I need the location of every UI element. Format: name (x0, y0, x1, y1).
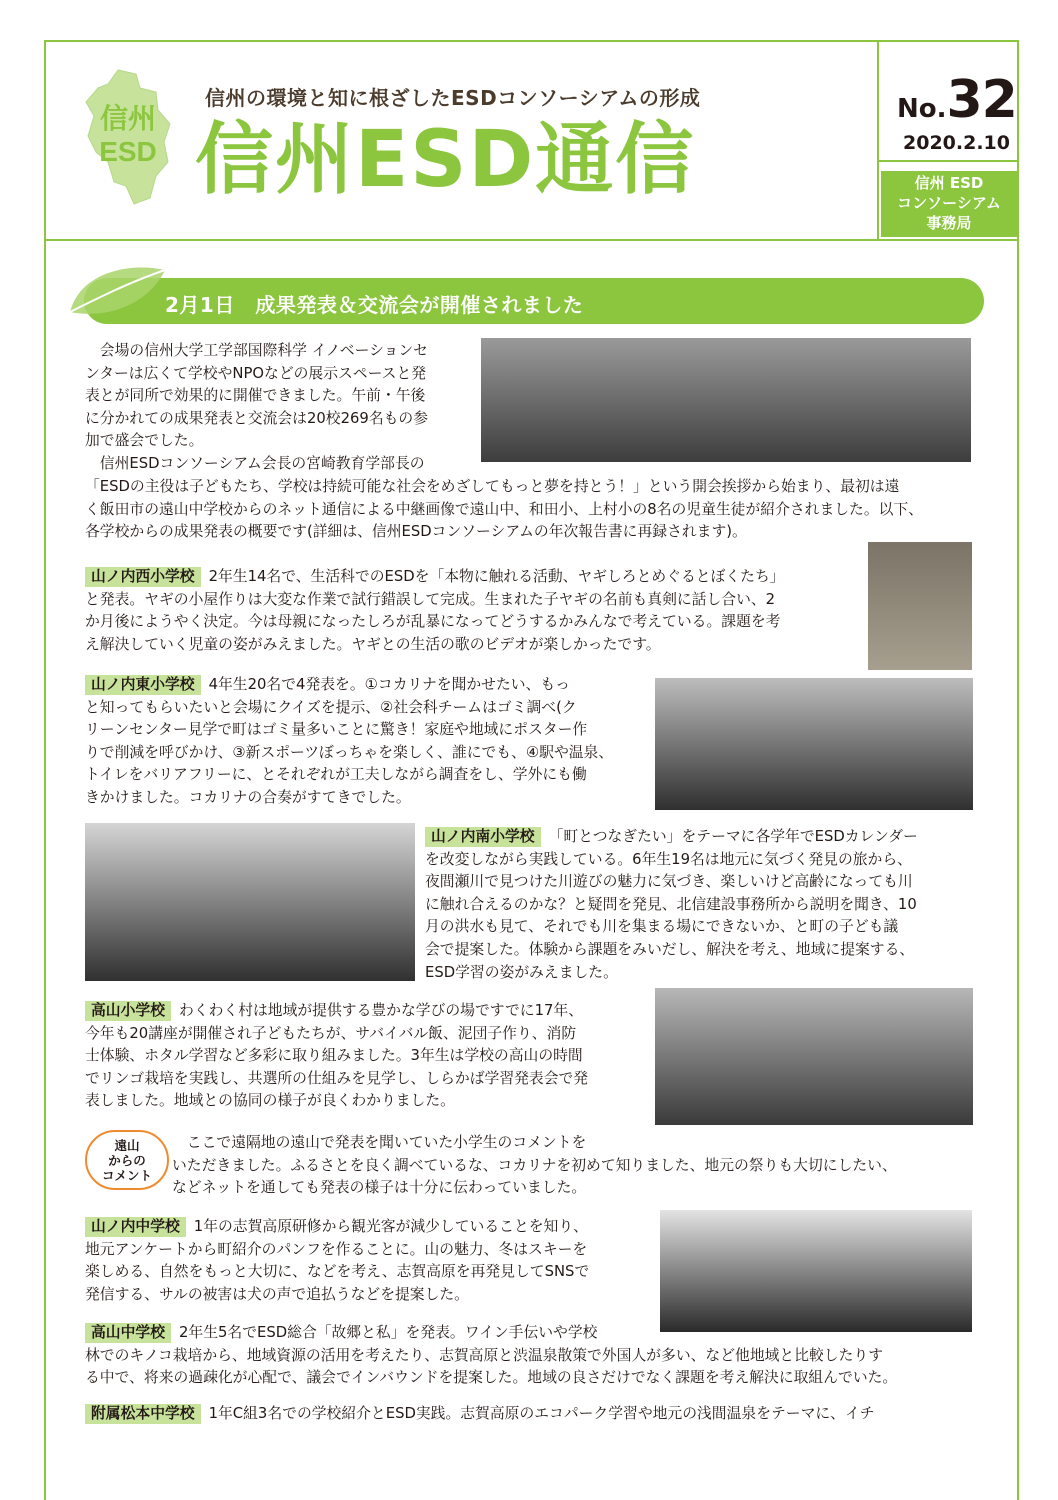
comment-bubble (85, 1130, 169, 1190)
school-line: 林でのキノコ栽培から、地域資源の活用を考えたり、志賀高原と渋温泉散策で外国人が多い、など他地域と比較したりす (85, 1346, 884, 1364)
comment-line: いただきました。ふるさとを良く調べているな、コカリナを初めて知りました、地元の祭りも大切にしたい、 (172, 1156, 897, 1174)
photo-goat (868, 542, 972, 670)
school-line: 4年生20名で4発表を。①コカリナを聞かせたい、もっ (208, 676, 570, 693)
bubble-line: からの (108, 1153, 146, 1168)
intro-line: に分かれての成果発表と交流会は20校269名もの参 (85, 409, 429, 427)
school-line: 2年生14名で、生活科でのESDを「本物に触れる活動、ヤギしろとめぐるとぼくたち」 (208, 568, 785, 585)
intro-line: 信州ESDコンソーシアム会長の宮崎教育学部長の (85, 454, 425, 472)
issue-number (897, 70, 1017, 130)
header-side-hdivider (877, 160, 1019, 162)
photo-takayama (655, 988, 973, 1125)
school-line: を改変しながら実践している。6年生19名は地元に気づく発見の旅から、 (425, 850, 912, 868)
school-line: リーンセンター見学で町はゴミ量多いことに驚き！家庭や地域にポスター作 (85, 721, 588, 739)
school-line: 「町とつなぎたい」をテーマに各学年でESDカレンダー (548, 828, 918, 845)
header-divider (44, 239, 1019, 241)
school-fuzoku-matsumoto (85, 1403, 875, 1426)
school-minami (425, 826, 918, 984)
school-line: ESD学習の姿がみえました。 (425, 963, 618, 981)
intro-full-line: 「ESDの主役は子どもたち、学校は持続可能な社会をめざしてもっと夢を持とう！」という開会挨拶から始まり、最初は遠 (85, 478, 900, 495)
logo-text-2: ESD (99, 136, 157, 167)
school-higashi (85, 674, 613, 810)
issue-date: 2020.2.10 (903, 132, 1010, 154)
school-line: わくわく村は地域が提供する豊かな学びの場ですでに17年、 (179, 1002, 583, 1019)
school-tag: 附属松本中学校 (85, 1404, 201, 1424)
school-line: りで削減を呼びかけ、③新スポーツぼっちゃを楽しく、誰にでも、④駅や温泉、 (85, 743, 614, 761)
school-line: 楽しめる、自然をもっと大切に、などを考え、志賀高原を再発見してSNSで (85, 1263, 590, 1281)
newsletter-subtitle: 信州の環境と知に根ざしたESDコンソーシアムの形成 (205, 86, 701, 110)
header-side-divider (877, 40, 879, 240)
school-tag: 山ノ内中学校 (85, 1217, 186, 1237)
photo-minami (85, 823, 415, 981)
school-tag: 山ノ内東小学校 (85, 675, 201, 695)
school-line: 2年生5名でESD総合「故郷と私」を発表。ワイン手伝いや学校 (179, 1324, 598, 1341)
school-line: 表しました。地域との協同の様子が良くわかりました。 (85, 1092, 455, 1110)
intro-full-block (85, 476, 923, 544)
school-line: 発信する、サルの被害は犬の声で追払うなどを提案した。 (85, 1285, 469, 1303)
intro-full-line: く飯田市の遠山中学校からのネット通信による中継画像で遠山中、和田小、上村小の8名の児童生徒が紹介されました。以下、 (85, 500, 924, 518)
section-heading: 2月1日 成果発表＆交流会が開催されました (165, 293, 584, 317)
bubble-line: コメント (101, 1168, 152, 1183)
leaf-icon (60, 262, 170, 322)
intro-block (85, 340, 428, 476)
school-line: きかけました。コカリナの合奏がすてきでした。 (85, 788, 411, 806)
intro-line: 加で盛会でした。 (85, 432, 204, 450)
school-line: と知ってもらいたいと会場にクイズを提示、②社会科チームはゴミ調べ(ク (85, 698, 577, 716)
intro-full-line: 各学校からの成果発表の概要です(詳細は、信州ESDコンソーシアムの年次報告書に再録されます)。 (85, 523, 747, 541)
school-tag: 山ノ内西小学校 (85, 567, 201, 587)
school-takayama-es (85, 1000, 588, 1113)
issue-label: No. (897, 94, 947, 124)
school-line: る中で、将来の過疎化が心配で、議会でインバウンドを提案した。地域の良さだけでなく課題を考え解決に取組んでいた。 (85, 1369, 898, 1387)
school-line: 1年の志賀高原研修から観光客が減少していることを知り、 (193, 1218, 588, 1235)
comment-line: などネットを通しても発表の様子は十分に伝わっていました。 (172, 1179, 587, 1197)
school-line: 今年も20講座が開催され子どもたちが、サバイバル飯、泥団子作り、消防 (85, 1024, 577, 1042)
intro-line: ンターは広くて学校やNPOなどの展示スペースと発 (85, 364, 427, 382)
school-line: か月後にようやく決定。今は母親になったしろが乱暴になってどうするかみんなで考えている。課題を考 (85, 613, 781, 631)
issue-value: 32 (946, 70, 1017, 130)
newsletter-title: 信州ESD通信 (195, 115, 696, 205)
school-yamanouchi-jhs (85, 1216, 589, 1306)
photo-higashi (655, 678, 973, 810)
school-line: え解決していく児童の姿がみえました。ヤギとの生活の歌のビデオが楽しかったです。 (85, 635, 661, 653)
school-line: に触れ合えるのかな？と疑問を発見、北信建設事務所から説明を聞き、10 (425, 895, 917, 913)
comment-block (172, 1132, 897, 1200)
school-tag: 高山中学校 (85, 1323, 171, 1343)
school-line: 地元アンケートから町紹介のパンフを作ることに。山の魅力、冬はスキーを (85, 1240, 588, 1258)
school-line: 士体験、ホタル学習など多彩に取り組みました。3年生は学校の高山の時間 (85, 1047, 583, 1065)
photo-yamanouchi-jhs (660, 1210, 972, 1332)
photo-venue (481, 338, 971, 462)
intro-line: 表とが同所で効果的に開催できました。午前・午後 (85, 387, 426, 405)
school-line: 1年C組3名での学校紹介とESD実践。志賀高原のエコパーク学習や地元の浅間温泉をテーマに、イチ (208, 1405, 875, 1422)
comment-line: ここで遠隔地の遠山で発表を聞いていた小学生のコメントを (172, 1134, 587, 1151)
nagano-map-logo (78, 66, 178, 206)
school-takayama-jhs (85, 1322, 897, 1390)
school-nishi (85, 566, 785, 656)
school-tag: 山ノ内南小学校 (425, 827, 541, 847)
bubble-line: 遠山 (114, 1138, 140, 1153)
office-line-1: 信州 ESD (914, 174, 984, 192)
school-line: 会で提案した。体験から課題をみいだし、解決を考え、地域に提案する、 (425, 940, 915, 958)
office-box (881, 171, 1017, 237)
school-line: と発表。ヤギの小屋作りは大変な作業で試行錯誤して完成。生まれた子ヤギの名前も真剣に話し合い、2 (85, 590, 776, 608)
school-line: 夜間瀬川で見つけた川遊びの魅力に気づき、楽しいけど高齢になっても川 (425, 873, 913, 891)
intro-line: 会場の信州大学工学部国際科学 イノベーションセ (85, 342, 428, 359)
school-line: 月の洪水も見て、それでも川を集まる場にできないか、と町の子ども議 (425, 918, 899, 936)
office-line-2: コンソーシアム (897, 194, 1001, 212)
school-line: トイレをバリアフリーに、とそれぞれが工夫しながら調査をし、学外にも働 (85, 766, 587, 784)
office-line-3: 事務局 (926, 214, 972, 232)
school-line: でリンゴ栽培を実践し、共選所の仕組みを見学し、しらかば学習発表会で発 (85, 1069, 589, 1087)
school-tag: 高山小学校 (85, 1001, 171, 1021)
logo-text-1: 信州 (99, 103, 157, 134)
